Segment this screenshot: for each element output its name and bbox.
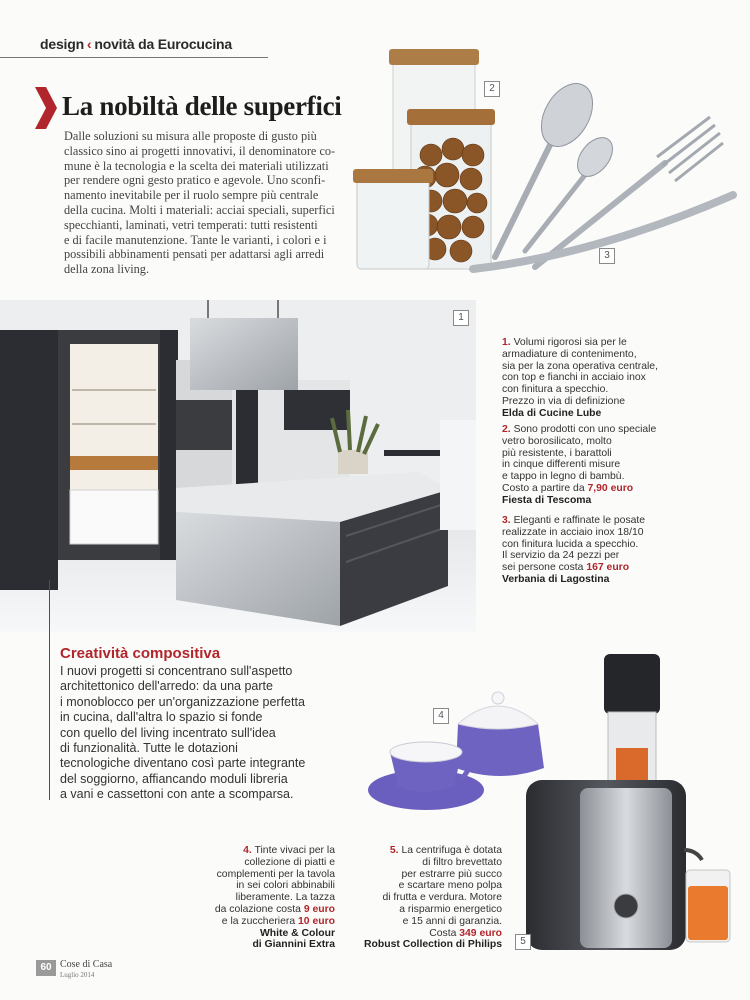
- price-prefix: e la zuccheriera: [221, 915, 299, 927]
- article-intro: [64, 129, 364, 277]
- issue-date: Luglio 2014: [60, 971, 95, 979]
- body-line: architettonico dell'arredo: da una parte: [60, 679, 273, 694]
- price-prefix: Costo a partire da: [502, 482, 588, 494]
- article-title: La nobiltà delle superfici: [62, 91, 342, 121]
- body-line: I nuovi progetti si concentrano sull'aspetto: [60, 664, 293, 678]
- magazine-name: Cose di Casa: [60, 959, 113, 970]
- caption-line: con finitura a specchio.: [502, 384, 609, 396]
- price: 10 euro: [298, 915, 335, 927]
- subsection-label: novità da Eurocucina: [94, 36, 232, 52]
- caption-line: realizzate in acciaio inox 18/10: [502, 526, 644, 538]
- intro-line: della zona living.: [64, 262, 150, 277]
- caption-brand: Fiesta di Tescoma: [502, 494, 592, 506]
- section-label: design: [40, 36, 84, 52]
- caption-number: 2.: [502, 424, 511, 435]
- price-prefix: sei persone costa: [502, 562, 587, 574]
- price: 349 euro: [459, 927, 502, 939]
- caption-line: Il servizio da 24 pezzi per: [502, 550, 620, 562]
- caption-2: [502, 424, 722, 507]
- caption-number: 1.: [502, 337, 511, 348]
- body-line: i monoblocco per un'organizzazione perfetta: [60, 694, 305, 709]
- caption-line: di filtro brevettato: [422, 856, 502, 868]
- caption-4: [160, 845, 335, 951]
- caption-3: [502, 515, 722, 586]
- intro-line: namento inevitabile per il ruolo sempre più centrale: [64, 188, 319, 203]
- price: 167 euro: [586, 562, 630, 574]
- body-line: con quello del living incentrato sull'idea: [60, 725, 276, 740]
- caption-line: complementi per la tavola: [216, 868, 335, 880]
- figure-number: 1: [453, 310, 469, 326]
- intro-line: specchianti, laminati, vetri temperati: tutti resistenti: [64, 217, 318, 232]
- caption-line: e scartare meno polpa: [398, 880, 502, 892]
- caption-line: per estrarre più succo: [401, 868, 502, 880]
- body-line: tecnologiche diventano così parte integrante: [60, 756, 306, 771]
- header-rule: [0, 57, 268, 58]
- juicer-image: [520, 650, 740, 955]
- caption-line: e tappo in legno di bambù.: [502, 471, 625, 483]
- caption-line: Eleganti e raffinate le posate: [513, 515, 646, 526]
- caption-brand: Robust Collection di Philips: [364, 939, 502, 951]
- price: 9 euro: [303, 903, 335, 915]
- caption-line: di frutta e verdura. Motore: [382, 892, 502, 904]
- caption-line: collezione di piatti e: [244, 856, 335, 868]
- juice-glass: [686, 870, 730, 942]
- chevron-left-icon: ‹: [86, 36, 92, 52]
- caption-number: 5.: [389, 845, 399, 856]
- caption-line: Tinte vivaci per la: [254, 845, 335, 856]
- caption-brand: Elda di Cucine Lube: [502, 407, 602, 419]
- jars-cutlery-image: [345, 45, 745, 285]
- section-body: [60, 664, 360, 803]
- caption-line: vetro borosilicato, molto: [502, 435, 612, 447]
- price-prefix: da colazione costa: [214, 903, 304, 915]
- glass-jar: [353, 169, 433, 269]
- title-chevron-icon: [33, 87, 57, 129]
- caption-line: La centrifuga è dotata: [401, 845, 502, 856]
- caption-1: [502, 337, 722, 420]
- figure-number: 5: [515, 934, 531, 950]
- caption-line: Volumi rigorosi sia per le: [513, 337, 627, 348]
- intro-line: per rendere ogni gesto pratico e agevole. Uno sconfi-: [64, 173, 326, 188]
- caption-brand: di Giannini Extra: [252, 939, 335, 951]
- caption-line: armadiature di contenimento,: [502, 348, 637, 360]
- caption-line: a risparmio energetico: [399, 903, 502, 915]
- kitchen-image: [0, 300, 476, 632]
- caption-number: 4.: [243, 845, 252, 856]
- caption-brand: White & Colour: [259, 927, 335, 939]
- caption-number: 3.: [502, 515, 511, 526]
- section-header: [40, 36, 232, 52]
- body-line: a vani e cassettoni con ante a scomparsa.: [60, 787, 294, 802]
- caption-brand: Verbania di Lagostina: [502, 573, 610, 585]
- intro-line: della cucina. Molti i materiali: acciai speciali, superfici: [64, 202, 335, 217]
- section-title: Creatività compositiva: [60, 645, 221, 662]
- price-prefix: Costa: [429, 927, 460, 939]
- figure-number: 3: [599, 248, 615, 264]
- caption-line: e 15 anni di garanzia.: [402, 915, 502, 927]
- caption-line: Sono prodotti con uno speciale: [513, 424, 657, 435]
- caption-line: Prezzo in via di definizione: [502, 395, 626, 407]
- intro-line: mune è la tecnologia e la scelta dei materiali utilizzati: [64, 158, 329, 173]
- caption-line: in cinque differenti misure: [502, 459, 621, 471]
- caption-line: in sei colori abbinabili: [236, 880, 335, 892]
- intro-line: classico sino ai progetti innovativi, il denominatore co-: [64, 143, 336, 158]
- caption-5: [340, 845, 502, 951]
- page-number-badge: [36, 960, 56, 976]
- caption-line: sia per la zona operativa centrale,: [502, 360, 658, 372]
- body-line: di funzionalità. Tutte le dotazioni: [60, 741, 238, 756]
- caption-line: con top e fianchi in acciaio inox: [502, 372, 646, 384]
- figure-number: 2: [484, 81, 500, 97]
- figure-number: 4: [433, 708, 449, 724]
- intro-line: Dalle soluzioni su misura alle proposte di gusto più: [64, 129, 317, 143]
- red-vertical-rule: [49, 580, 50, 800]
- body-line: in cucina, dall'altra lo spazio si fonde: [60, 710, 263, 725]
- intro-line: possibili abbinamenti pensati per adattarsi agli arredi: [64, 247, 325, 262]
- body-line: del soggiorno, affiancando moduli libreria: [60, 771, 288, 786]
- caption-line: più resistente, i barattoli: [502, 447, 612, 459]
- page-number: 60: [40, 962, 52, 973]
- caption-line: liberamente. La tazza: [235, 892, 335, 904]
- caption-line: con finitura lucida a specchio.: [502, 538, 639, 550]
- price: 7,90 euro: [587, 482, 634, 494]
- cutlery-set: [473, 75, 733, 269]
- intro-line: e di facile manutenzione. Tante le varianti, i colori e i: [64, 232, 327, 247]
